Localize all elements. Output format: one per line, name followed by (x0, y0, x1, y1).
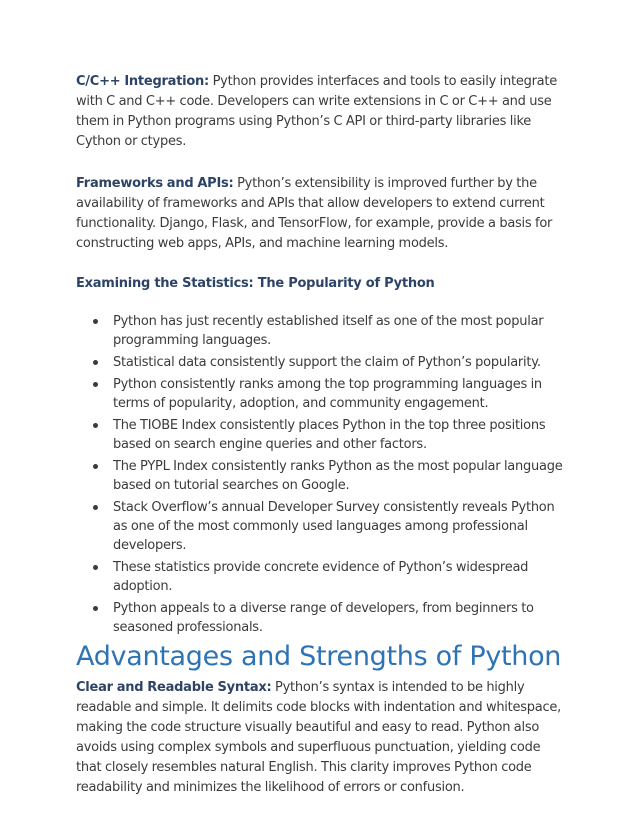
paragraph-label: Frameworks and APIs: (76, 176, 234, 191)
paragraph-text: Python’s syntax is intended to be highly readable and simple. It delimits code blocks with indentation and whitespace, making the code structure visually beautiful and easy to read. Python also avoids using complex symbols and superfluous punctuation, yielding code that closely resembles natural English. This clarity improves Python code readability and minimizes the likelihood of errors or confusion. (76, 680, 562, 795)
list-item-text: Python consistently ranks among the top programming languages in terms of popularity, adoption, and community engagement. (113, 377, 542, 411)
list-item (76, 558, 568, 596)
list-item (76, 312, 568, 350)
paragraph-label: Clear and Readable Syntax: (76, 680, 272, 695)
bullet-icon (93, 360, 98, 365)
document-page (76, 72, 568, 798)
list-item (76, 599, 568, 637)
bullet-icon (93, 505, 98, 510)
bullet-icon (93, 423, 98, 428)
list-item (76, 375, 568, 413)
paragraph-clear-readable-syntax (76, 678, 568, 798)
list-item-text: The PYPL Index consistently ranks Python as the most popular language based on tutorial searches on Google. (113, 459, 563, 493)
paragraph-label: C/C++ Integration: (76, 74, 210, 89)
bullet-icon (93, 565, 98, 570)
paragraph-text: Python’s extensibility is improved further by the availability of frameworks and APIs that allow developers to extend current functionality. Django, Flask, and TensorFlow, for example, provide a basis for constructing web apps, APIs, and machine learning models. (76, 176, 553, 251)
bullet-icon (93, 382, 98, 387)
list-item-text: Python appeals to a diverse range of developers, from beginners to seasoned professionals. (113, 601, 534, 635)
list-item-text: These statistics provide concrete evidence of Python’s widespread adoption. (113, 560, 529, 594)
bullet-icon (93, 319, 98, 324)
list-item-text: The TIOBE Index consistently places Python in the top three positions based on search engine queries and other factors. (113, 418, 546, 452)
bullet-icon (93, 606, 98, 611)
statistics-heading: Examining the Statistics: The Popularity of Python (76, 276, 435, 291)
paragraph-text: Python provides interfaces and tools to easily integrate with C and C++ code. Developers can write extensions in C or C++ and use them in Python programs using Python’s C API or third-party libraries like Cython or ctypes. (76, 74, 557, 149)
list-item-text: Statistical data consistently support the claim of Python’s popularity. (113, 355, 541, 370)
list-item-text: Python has just recently established itself as one of the most popular programming languages. (113, 314, 544, 348)
advantages-heading: Advantages and Strengths of Python (76, 641, 562, 672)
list-item (76, 353, 568, 372)
paragraph-frameworks-apis (76, 174, 568, 254)
statistics-bullet-list (76, 312, 568, 637)
list-item (76, 457, 568, 495)
bullet-icon (93, 464, 98, 469)
list-item (76, 498, 568, 555)
paragraph-cpp-integration (76, 72, 568, 152)
list-item-text: Stack Overflow’s annual Developer Survey consistently reveals Python as one of the most commonly used languages among professional developers. (113, 500, 555, 553)
list-item (76, 416, 568, 454)
